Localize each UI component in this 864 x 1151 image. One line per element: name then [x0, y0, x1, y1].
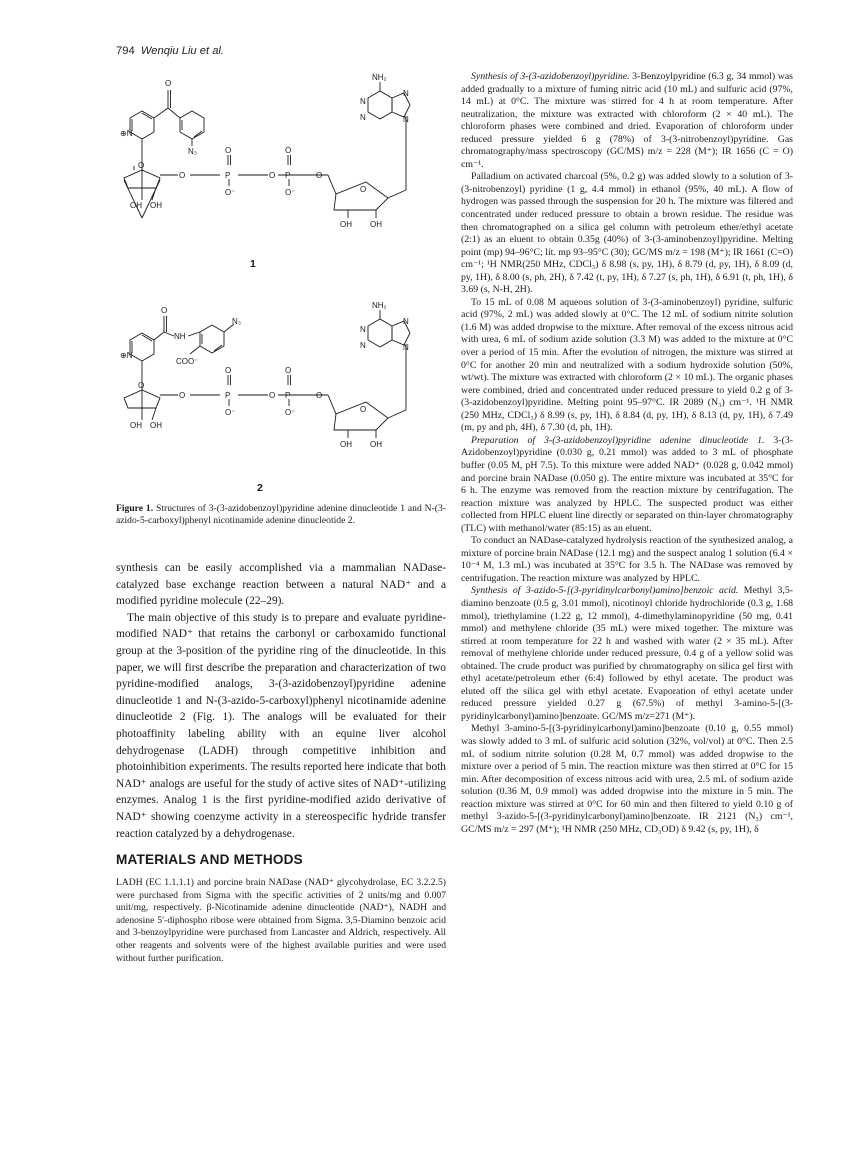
- subsection-heading: Synthesis of 3-azido-5-[(3-pyridinylcarbonyl)amino]benzoic acid.: [471, 585, 739, 597]
- pyridinium-ring-1: [130, 111, 154, 139]
- paragraph: 3-(3-Azidobenzoyl)pyridine (0.030 g, 0.21 mmol) was added to 3 mL of phosphate buffer (0.05 M, pH 7.5). To this mixture were added NAD⁺ (0.028 g, 0.042 mmol) and porcine brain NADase (0.050 g). The entire mixture was incubated at 35°C for 6 h. The enzyme was removed from the reaction mixture by centrifugation. The reaction mixture was analyzed by HPLC. The suspected product was either collected from HPLC eluent line directly or separated on thin-layer chromatography (TLC) with methanol/water (85:15) as an eluent.: [461, 434, 793, 534]
- atom-label: O: [165, 79, 172, 88]
- atom-label: N₃: [232, 317, 242, 326]
- subsection-heading: Preparation of 3-(3-azidobenzoyl)pyridine adenine dinucleotide 1.: [471, 434, 765, 446]
- pyridinium-ring-2: [130, 333, 154, 361]
- atom-label: N₃: [188, 147, 198, 156]
- atom-label: O: [138, 161, 145, 170]
- atom-label: ⊕N: [120, 129, 133, 138]
- atom-label: ⊕N: [120, 351, 133, 360]
- adenine-ring-1: [368, 91, 392, 119]
- atom-label: O: [360, 405, 367, 414]
- atom-label: N: [403, 89, 409, 98]
- paragraph: Methyl 3,5-diamino benzoate (0.5 g, 3.01 mmol), nicotinoyl chloride hydrochloride (0.3 g, 1.68 mmol), triethylamine (1.22 g, 12 mmol), 4-dimethylaminopyridine (50 mg, 0.41 mmol) and methylene chloride (35 mL) were mixed together. The mixture was stirred at room temperature for 22 h and washed with water (2 × 35 mL). After removal of methylene chloride under reduced pressure, 0.4 g of a yellow solid was obtained. The crude product was purified by chromatography on silica gel first with ethyl acetate/petroleum ether (6:4) followed by ethyl acetate. The product was eluted off the silica gel with ethyl acetate. Evaporation of ethyl acetate under reduced pressure yielded 0.27 g (67.5%) of methyl 3-amino-5-[(3-pyridinylcarbonyl)amino]benzoate. GC/MS m/z=271 (M⁺).: [461, 585, 794, 722]
- atom-label: O: [269, 171, 276, 180]
- atom-label: N: [403, 343, 409, 352]
- paragraph: Palladium on activated charcoal (5%, 0.2 g) was added slowly to a solution of 3-(3-nitrobenzoyl) pyridine (1 g, 4.4 mmol) in ethanol (95%, 40 mL). A flow of hydrogen was passed through the suspension for 20 h. The mixture was filtered and concentrated under reduced pressure to obtain a brown residue. The residue was then chromatographed on a silica gel column with petroleum ether/ethyl acetate (2:1) as an eluent to obtain 0.35g (40%) of 3-(3-aminobenzoyl)pyridine. Melting point (mp) 94–96°C; lit. mp 93–95°C (30); GC/MS m/z = 198 (M⁺); IR 1661 (C=O) cm⁻¹; ¹H NMR(250 MHz, CDCl₃) δ 8.98 (s, py, 1H), δ 8.79 (d, py, 1H), δ 8.09 (d, py, 1H), δ 8.00 (s, ph, 2H), δ 7.42 (t, py, 1H), δ 7.27 (s, ph, 1H), δ 6.91 (t, ph, 1H), δ 3.69 (s, N-H, 2H).: [461, 171, 793, 296]
- atom-label: OH: [130, 201, 142, 210]
- adenine-ring-2: [368, 319, 392, 347]
- atom-label: O: [161, 306, 168, 315]
- page-number: 794: [116, 45, 135, 57]
- atom-label: COO⁻: [176, 357, 199, 366]
- atom-label: NH₂: [372, 301, 387, 310]
- atom-label: OH: [150, 421, 162, 430]
- atom-label: N: [403, 115, 409, 124]
- atom-label: O: [138, 381, 145, 390]
- atom-label: P: [225, 391, 231, 400]
- structure-2-label: 2: [257, 482, 263, 494]
- atom-label: OH: [370, 220, 382, 229]
- atom-label: O⁻: [285, 188, 296, 197]
- phenyl-ring-2: [200, 325, 224, 353]
- paragraph: Methyl 3-amino-5-[(3-pyridinylcarbonyl)amino]benzoate (0.10 g, 0.55 mmol) was slowly added to 3 mL of sulfuric acid solution (32%, vol/vol) at 0°C. Then 2.5 mL of sodium nitrite solution (0.28 M, 0.7 mmol) was added dropwise to the mixture over a period of 5 min. The reaction mixture was then stirred at 0°C for 15 min. After decomposition of excess nitrous acid with urea, 2.5 mL of sodium azide solution (0.36 M, 0.9 mmol) was added dropwise into the mixture in 5 min. The reaction mixture was stirred at 0°C for 60 min and then filtered to yield 0.10 g of methyl 3-azido-5-[(3-pyridinylcarbonyl)amino]benzoate. IR 2121 (N₃) cm⁻¹, GC/MS m/z = 297 (M⁺); ¹H NMR (250 MHz, CD₃OD) δ 9.42 (s, py, 1H), δ: [461, 723, 793, 835]
- atom-label: O⁻: [225, 188, 236, 197]
- paragraph: To conduct an NADase-catalyzed hydrolysis reaction of the synthesized analog, a mixture of porcine brain NADase (12.1 mg) and the suspect analog 1 solution (6.4 × 10⁻⁴ M, 1.3 mL) was incubated at 35°C for 3.5 h. The NADase was removed by centrifugation. The reaction mixture was analyzed by HPLC.: [461, 535, 793, 584]
- atom-label: O: [179, 171, 186, 180]
- atom-label: N: [360, 113, 366, 122]
- atom-label: O: [225, 366, 232, 375]
- atom-label: OH: [340, 220, 352, 229]
- atom-label: N: [403, 317, 409, 326]
- caption-lead: Figure 1.: [116, 503, 154, 514]
- left-column: [116, 560, 446, 965]
- atom-label: NH₂: [372, 73, 387, 82]
- atom-label: O: [269, 391, 276, 400]
- atom-label: N: [360, 341, 366, 350]
- atom-label: N: [360, 325, 366, 334]
- atom-label: P: [225, 171, 231, 180]
- atom-label: O: [360, 185, 367, 194]
- atom-label: OH: [150, 201, 162, 210]
- atom-label: O: [285, 146, 292, 155]
- figure-1-structures: [116, 70, 446, 510]
- atom-label: OH: [340, 440, 352, 449]
- section-heading: MATERIALS AND METHODS: [116, 852, 303, 868]
- paragraph: 3-Benzoylpyridine (6.3 g, 34 mmol) was added gradually to a mixture of fuming nitric acid (10 mL) and sulfuric acid (97%, 14 mL) at 0°C. The mixture was stirred for 4 h at room temperature. After neutralization, the mixture was extracted with chloroform (2 × 40 mL). The chloroform phases were combined and dried. Evaporation of chloroform under reduced pressure yielded 6 g (78%) of 3-(3-nitrobenzoyl)pyridine. Gas chromatography/mass spectroscopy (GC/MS) m/z = 228 (M⁺); IR 1656 (C = O) cm⁻¹.: [461, 71, 793, 170]
- atom-label: O: [179, 391, 186, 400]
- paragraph: To 15 mL of 0.08 M aqueous solution of 3-(3-aminobenzoyl) pyridine, sulfuric acid (97%, 2 mL) was added slowly at 0°C. The 12 mL of sodium nitrite solution (1.6 M) was added dropwise to the mixture. After removal of the excess nitrous acid with urea, 6 mL of sodium azide solution (3.3 M) was added to the mixture at 0°C over a period of 15 min. After the evolution of nitrogen, the mixture was stirred at 0°C for another 20 min and neutralized with a sodium hydroxide solution (50%, wt/wt). The mixture was extracted with chloroform (2 × 10 mL). The organic phases were combined, dried and concentrated under reduced pressure to yield 0.2 g of 3-(3-azidobenzoyl)pyridine. Melting point 95–97°C. IR 2089 (N₃) cm⁻¹. ¹H NMR (250 MHz, CDCl₃) δ 8.99 (s, py, 1H), δ 8.84 (d, py, 1H), δ 8.13 (d, py, 1H), δ 7.49 (m, py and ph, 4H), δ 7.30 (d, ph, 1H).: [461, 296, 793, 434]
- phenyl-ring-1: [180, 111, 204, 139]
- atom-label: O: [285, 366, 292, 375]
- subsection-heading: Synthesis of 3-(3-azidobenzoyl)pyridine.: [471, 71, 630, 82]
- atom-label: P: [285, 391, 291, 400]
- figure-caption: [116, 503, 446, 527]
- paragraph: synthesis can be easily accomplished via a mammalian NADase-catalyzed base exchange reaction between a natural NAD⁺ and a modified pyridine molecule (22–29).: [116, 562, 446, 608]
- caption-text: Structures of 3-(3-azidobenzoyl)pyridine adenine dinucleotide 1 and N-(3-azido-5-carboxyl)phenyl nicotinamide adenine dinucleotide 2.: [116, 503, 446, 527]
- atom-label: O: [225, 146, 232, 155]
- atom-label: O: [316, 171, 323, 180]
- atom-label: NH: [174, 332, 186, 341]
- structure-1-label: 1: [250, 258, 256, 270]
- atom-label: OH: [130, 421, 142, 430]
- atom-label: O⁻: [285, 408, 296, 417]
- atom-label: O⁻: [225, 408, 236, 417]
- running-header: [116, 45, 224, 57]
- right-column: [461, 71, 793, 836]
- atom-label: OH: [370, 440, 382, 449]
- running-authors: Wenqiu Liu et al.: [140, 45, 225, 57]
- chemical-structures-drawing: [116, 70, 446, 510]
- atom-label: N: [360, 97, 366, 106]
- methods-paragraph: LADH (EC 1.1.1.1) and porcine brain NADase (NAD⁺ glycohydrolase, EC 3.2.2.5) were purchased from Sigma with the specific activities of 2 units/mg and 0.007 unit/mg, respectively. β-Nicotinamide adenine dinucleotide (NAD⁺), NADH and adenosine 5′-diphospho ribose were obtained from Sigma. 3,5-Diamino benzoic acid and 3-benzoylpyridine were purchased from Lancaster and Aldrich, respectively. All other reagents and solvents were of the highest available purities and were used without further purification.: [116, 877, 446, 964]
- atom-label: P: [285, 171, 291, 180]
- atom-label: O: [316, 391, 323, 400]
- paragraph: The main objective of this study is to prepare and evaluate pyridine-modified NAD⁺ that retains the carbonyl or carboxamido functional group at the 3-position of the pyridine ring of the dinucleotide. In this paper, we will first describe the preparation and characterization of two pyridine-modified analogs, 3-(3-azidobenzoyl)pyridine adenine dinucleotide 1 and N-(3-azido-5-carboxyl)phenyl nicotinamide adenine dinucleotide 2 (Fig. 1). The analogs will be evaluated for their photoaffinity labeling ability with an equine liver alcohol dehydrogenase (LADH) through competitive inhibition and photoinhibition experiments. The results reported here indicate that both NAD⁺ analogs are useful for the study of active sites of NAD⁺-utilizing enzymes. Analog 1 is the first pyridine-modified azido derivative of NAD⁺ showing coenzyme activity in a stereospecific hydride transfer reaction catalyzed by a dehydrogenase.: [116, 611, 446, 840]
